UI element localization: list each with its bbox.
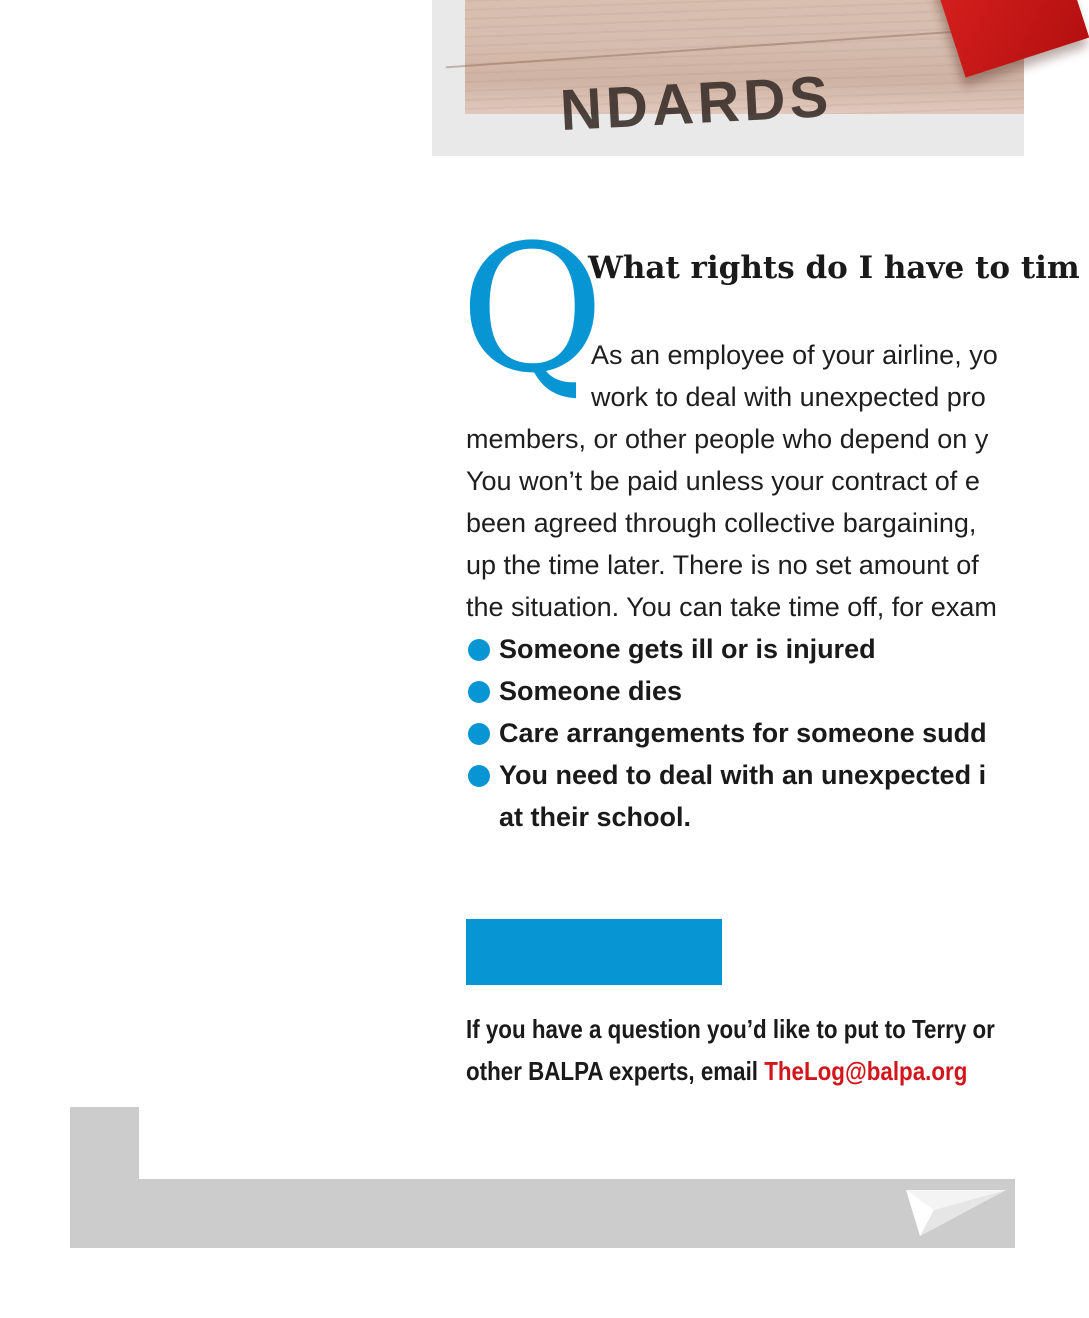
question-heading: What rights do I have to tim (588, 250, 1080, 286)
list-item-text: Someone dies (499, 676, 683, 706)
article-photo (465, 0, 1024, 144)
contact-line-2 (466, 1050, 968, 1092)
answer-line: members, or other people who depend on y (466, 424, 989, 454)
list-item (466, 628, 1026, 670)
list-item-text: You need to deal with an unexpected i (499, 760, 987, 790)
list-item (466, 670, 1026, 712)
bullet-dot-icon (468, 681, 490, 703)
answer-line: work to deal with unexpected pro (591, 382, 986, 412)
bullet-dot-icon (468, 765, 490, 787)
accent-bar (466, 919, 722, 985)
answer-line: As an employee of your airline, yo (591, 340, 998, 370)
answer-line: You won’t be paid unless your contract of e (466, 466, 980, 496)
situation-list (466, 628, 1026, 838)
bullet-dot-icon (468, 639, 490, 661)
answer-line: up the time later. There is no set amount of (466, 550, 979, 580)
list-item-continuation: at their school. (499, 802, 692, 832)
bullet-dot-icon (468, 723, 490, 745)
list-item-text: Care arrangements for someone sudd (499, 718, 987, 748)
email-link[interactable]: TheLog@balpa.org (764, 1056, 968, 1086)
contact-line-1: If you have a question you’d like to put to Terry or (466, 1014, 995, 1044)
list-item-text: Someone gets ill or is injured (499, 634, 876, 664)
answer-line: the situation. You can take time off, for exam (466, 592, 997, 622)
q-drop-cap: Q (460, 207, 605, 412)
list-item (466, 754, 1026, 838)
photo-engraved-word: NDARDS (558, 63, 834, 144)
red-wooden-block (935, 0, 1089, 78)
paper-plane-icon (904, 1188, 1008, 1238)
list-item (466, 712, 1026, 754)
footer-bar (70, 1179, 1015, 1248)
contact-line-2-prefix: other BALPA experts, email (466, 1056, 765, 1086)
contact-callout (466, 1008, 995, 1092)
answer-line: been agreed through collective bargaining, (466, 508, 977, 538)
